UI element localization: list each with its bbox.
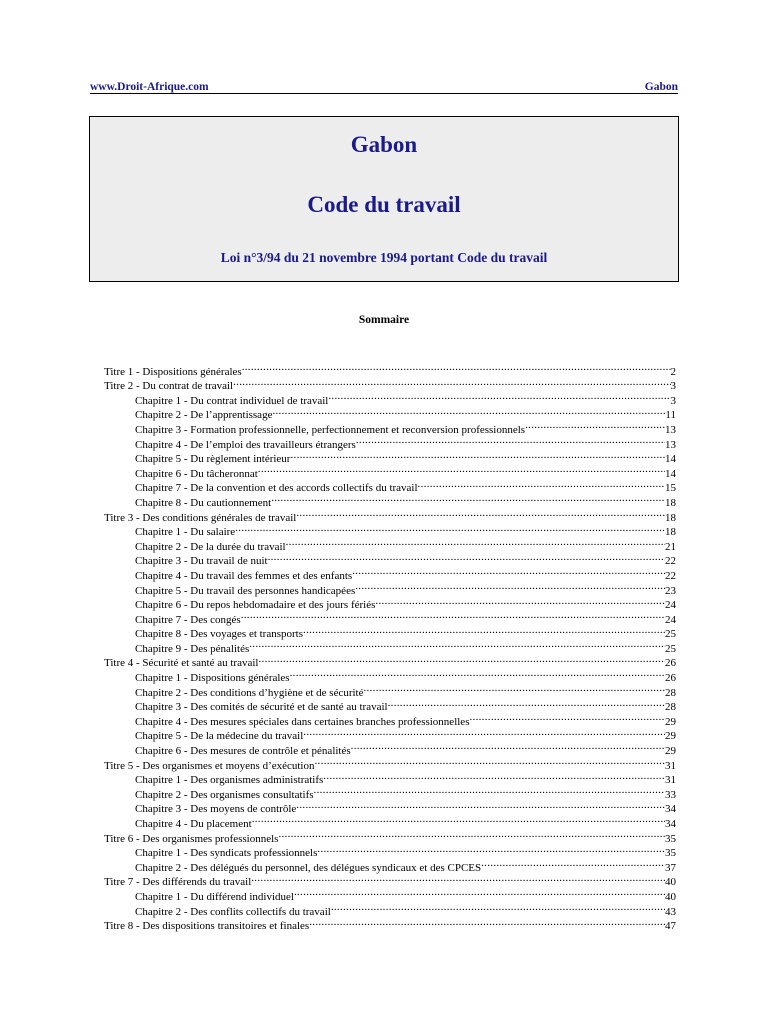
toc-page-number: 3 — [670, 380, 676, 393]
toc-dot-leader — [418, 477, 665, 492]
toc-page-number: 24 — [665, 599, 676, 612]
toc-page-number: 31 — [665, 774, 676, 787]
title-country: Gabon — [350, 132, 418, 157]
toc-page-number: 2 — [670, 365, 676, 378]
toc-page-number: 18 — [665, 526, 676, 539]
toc-dot-leader — [294, 885, 665, 900]
toc-page-number: 15 — [665, 482, 676, 495]
toc-dot-leader — [272, 404, 665, 419]
toc-entry-label: Chapitre 7 - De la convention et des accords collectifs du travail — [135, 482, 418, 495]
toc-dot-leader — [469, 710, 665, 725]
toc-entry-label: Chapitre 1 - Du salaire — [135, 526, 236, 539]
toc-entry-label: Titre 8 - Des dispositions transitoires et finales — [104, 920, 310, 933]
toc-entry-label: Chapitre 3 - Formation professionnelle, perfectionnement et reconversion professionnels — [135, 423, 526, 436]
toc-entry-label: Chapitre 1 - Dispositions générales — [135, 672, 290, 685]
toc-entry-label: Chapitre 5 - De la médecine du travail — [135, 730, 304, 743]
toc-entry-label: Chapitre 1 - Des organismes administratifs — [135, 774, 324, 787]
toc-page-number: 14 — [665, 467, 676, 480]
toc-dot-leader — [258, 462, 665, 477]
toc-dot-leader — [249, 637, 665, 652]
toc-entry-label: Chapitre 2 - Des conflits collectifs du travail — [135, 905, 331, 918]
header-divider — [90, 93, 678, 94]
document-title: Code du travail — [307, 192, 461, 217]
title-box — [89, 116, 679, 282]
toc-page-number: 34 — [665, 803, 676, 816]
toc-dot-leader — [314, 783, 665, 798]
toc-entry-label: Chapitre 2 - Des organismes consultatifs — [135, 788, 314, 801]
toc-dot-leader — [290, 448, 665, 463]
toc-dot-leader — [388, 696, 665, 711]
toc-entry-label: Chapitre 5 - Du règlement intérieur — [135, 453, 291, 466]
toc-dot-leader — [296, 798, 665, 813]
toc-page-number: 28 — [665, 701, 676, 714]
toc-entry-label: Chapitre 6 - Du repos hebdomadaire et des jours fériés — [135, 599, 376, 612]
toc-dot-leader — [352, 564, 665, 579]
toc-entry-label: Chapitre 1 - Du différend individuel — [135, 890, 294, 903]
toc-dot-leader — [481, 856, 665, 871]
toc-page-number: 40 — [665, 890, 676, 903]
toc-entry-label: Chapitre 6 - Des mesures de contrôle et pénalités — [135, 745, 351, 758]
toc-page-number: 21 — [665, 540, 676, 553]
toc-entry-label: Titre 7 - Des différends du travail — [104, 876, 252, 889]
toc-dot-leader — [303, 725, 665, 740]
toc-entry-label: Chapitre 7 - Des congés — [135, 613, 241, 626]
toc-entry-label: Titre 2 - Du contrat de travail — [104, 380, 234, 393]
sommaire-heading: Sommaire — [358, 314, 410, 326]
toc-page-number: 35 — [665, 832, 676, 845]
toc-entry-label: Titre 4 - Sécurité et santé au travail — [104, 657, 259, 670]
toc-page-number: 13 — [665, 438, 676, 451]
toc-entry-label: Chapitre 1 - Des syndicats professionnels — [135, 847, 318, 860]
toc-page-number: 18 — [665, 496, 676, 509]
toc-dot-leader — [242, 360, 671, 375]
toc-page-number: 13 — [665, 423, 676, 436]
toc-page-number: 34 — [665, 818, 676, 830]
toc-dot-leader — [356, 433, 665, 448]
toc-page-number: 40 — [665, 876, 676, 889]
toc-dot-leader — [296, 506, 665, 521]
toc-dot-leader — [309, 915, 665, 930]
toc-page-number: 23 — [665, 584, 676, 597]
table-of-contents — [104, 360, 676, 933]
toc-page-number: 29 — [665, 745, 676, 758]
toc-entry-label: Chapitre 8 - Du cautionnement — [135, 496, 272, 509]
toc-dot-leader — [323, 769, 665, 784]
toc-entry-label: Titre 3 - Des conditions générales de travail — [104, 511, 297, 524]
toc-entry-label: Chapitre 4 - De l’emploi des travailleurs étrangers — [135, 438, 356, 451]
toc-dot-leader — [315, 754, 666, 769]
law-reference: Loi n°3/94 du 21 novembre 1994 portant Code du travail — [220, 250, 548, 265]
toc-entry-label: Chapitre 8 - Des voyages et transports — [135, 628, 304, 641]
toc-dot-leader — [525, 418, 665, 433]
toc-dot-leader — [268, 550, 665, 565]
toc-page-number: 33 — [665, 788, 676, 801]
toc-page-number: 22 — [665, 555, 676, 568]
toc-dot-leader — [286, 535, 665, 550]
toc-dot-leader — [251, 871, 665, 886]
toc-page-number: 35 — [665, 847, 676, 860]
toc-dot-leader — [364, 681, 666, 696]
toc-entry-label: Titre 1 - Dispositions générales — [104, 365, 242, 378]
toc-title-entry[interactable] — [104, 360, 676, 378]
toc-entry-label: Chapitre 5 - Du travail des personnes handicapées — [135, 584, 356, 597]
header-site-link[interactable]: www.Droit-Afrique.com — [90, 81, 209, 93]
toc-dot-leader — [355, 579, 665, 594]
toc-dot-leader — [290, 666, 665, 681]
page-header — [90, 75, 678, 93]
toc-entry-label: Chapitre 2 - De l’apprentissage — [135, 409, 273, 422]
toc-page-number: 22 — [665, 569, 676, 582]
toc-entry-label: Chapitre 2 - Des conditions d’hygiène et de sécurité — [135, 686, 364, 699]
toc-entry-label: Chapitre 9 - Des pénalités — [135, 642, 250, 655]
toc-dot-leader — [375, 594, 665, 609]
toc-entry-label: Chapitre 1 - Du contrat individuel de travail — [135, 394, 329, 407]
toc-page-number: 28 — [665, 686, 676, 699]
toc-page-number: 43 — [665, 905, 676, 918]
toc-dot-leader — [351, 739, 665, 754]
toc-entry-label: Chapitre 2 - Des délégués du personnel, des délégues syndicaux et des CPCES — [135, 861, 482, 874]
toc-page-number: 47 — [665, 920, 676, 933]
toc-page-number: 11 — [665, 409, 676, 422]
toc-entry-label: Chapitre 4 - Du placement — [135, 818, 252, 830]
toc-page-number: 29 — [665, 715, 676, 728]
toc-dot-leader — [331, 900, 665, 915]
header-country: Gabon — [644, 81, 678, 93]
toc-page-number: 18 — [665, 511, 676, 524]
toc-entry-label: Chapitre 3 - Des comités de sécurité et de santé au travail — [135, 701, 388, 714]
toc-entry-label: Chapitre 3 - Des moyens de contrôle — [135, 803, 297, 816]
toc-page-number: 31 — [665, 759, 676, 772]
toc-page-number: 3 — [670, 394, 676, 407]
toc-entry-label: Titre 6 - Des organismes professionnels — [104, 832, 279, 845]
toc-page-number: 37 — [665, 861, 676, 874]
toc-dot-leader — [328, 389, 670, 404]
toc-dot-leader — [278, 827, 665, 842]
toc-entry-label: Chapitre 4 - Du travail des femmes et des enfants — [135, 569, 353, 582]
toc-dot-leader — [258, 652, 665, 667]
toc-page-number: 29 — [665, 730, 676, 743]
toc-dot-leader — [233, 375, 670, 390]
toc-page-number: 25 — [665, 628, 676, 641]
toc-entry-label: Chapitre 2 - De la durée du travail — [135, 540, 286, 553]
toc-entry-label: Chapitre 4 - Des mesures spéciales dans certaines branches professionnelles — [135, 715, 470, 728]
toc-page-number: 24 — [665, 613, 676, 626]
toc-page-number: 14 — [665, 453, 676, 466]
toc-page-number: 25 — [665, 642, 676, 655]
toc-entry-label: Titre 5 - Des organismes et moyens d’exécution — [104, 759, 315, 772]
toc-page-number: 26 — [665, 672, 676, 685]
toc-dot-leader — [317, 842, 665, 857]
toc-page-number: 26 — [665, 657, 676, 670]
toc-dot-leader — [271, 491, 665, 506]
toc-entry-label: Chapitre 6 - Du tâcheronnat — [135, 467, 258, 480]
toc-dot-leader — [235, 521, 665, 536]
toc-dot-leader — [241, 608, 665, 623]
toc-entry-label: Chapitre 3 - Du travail de nuit — [135, 555, 268, 568]
toc-dot-leader — [303, 623, 665, 638]
toc-dot-leader — [252, 812, 665, 827]
